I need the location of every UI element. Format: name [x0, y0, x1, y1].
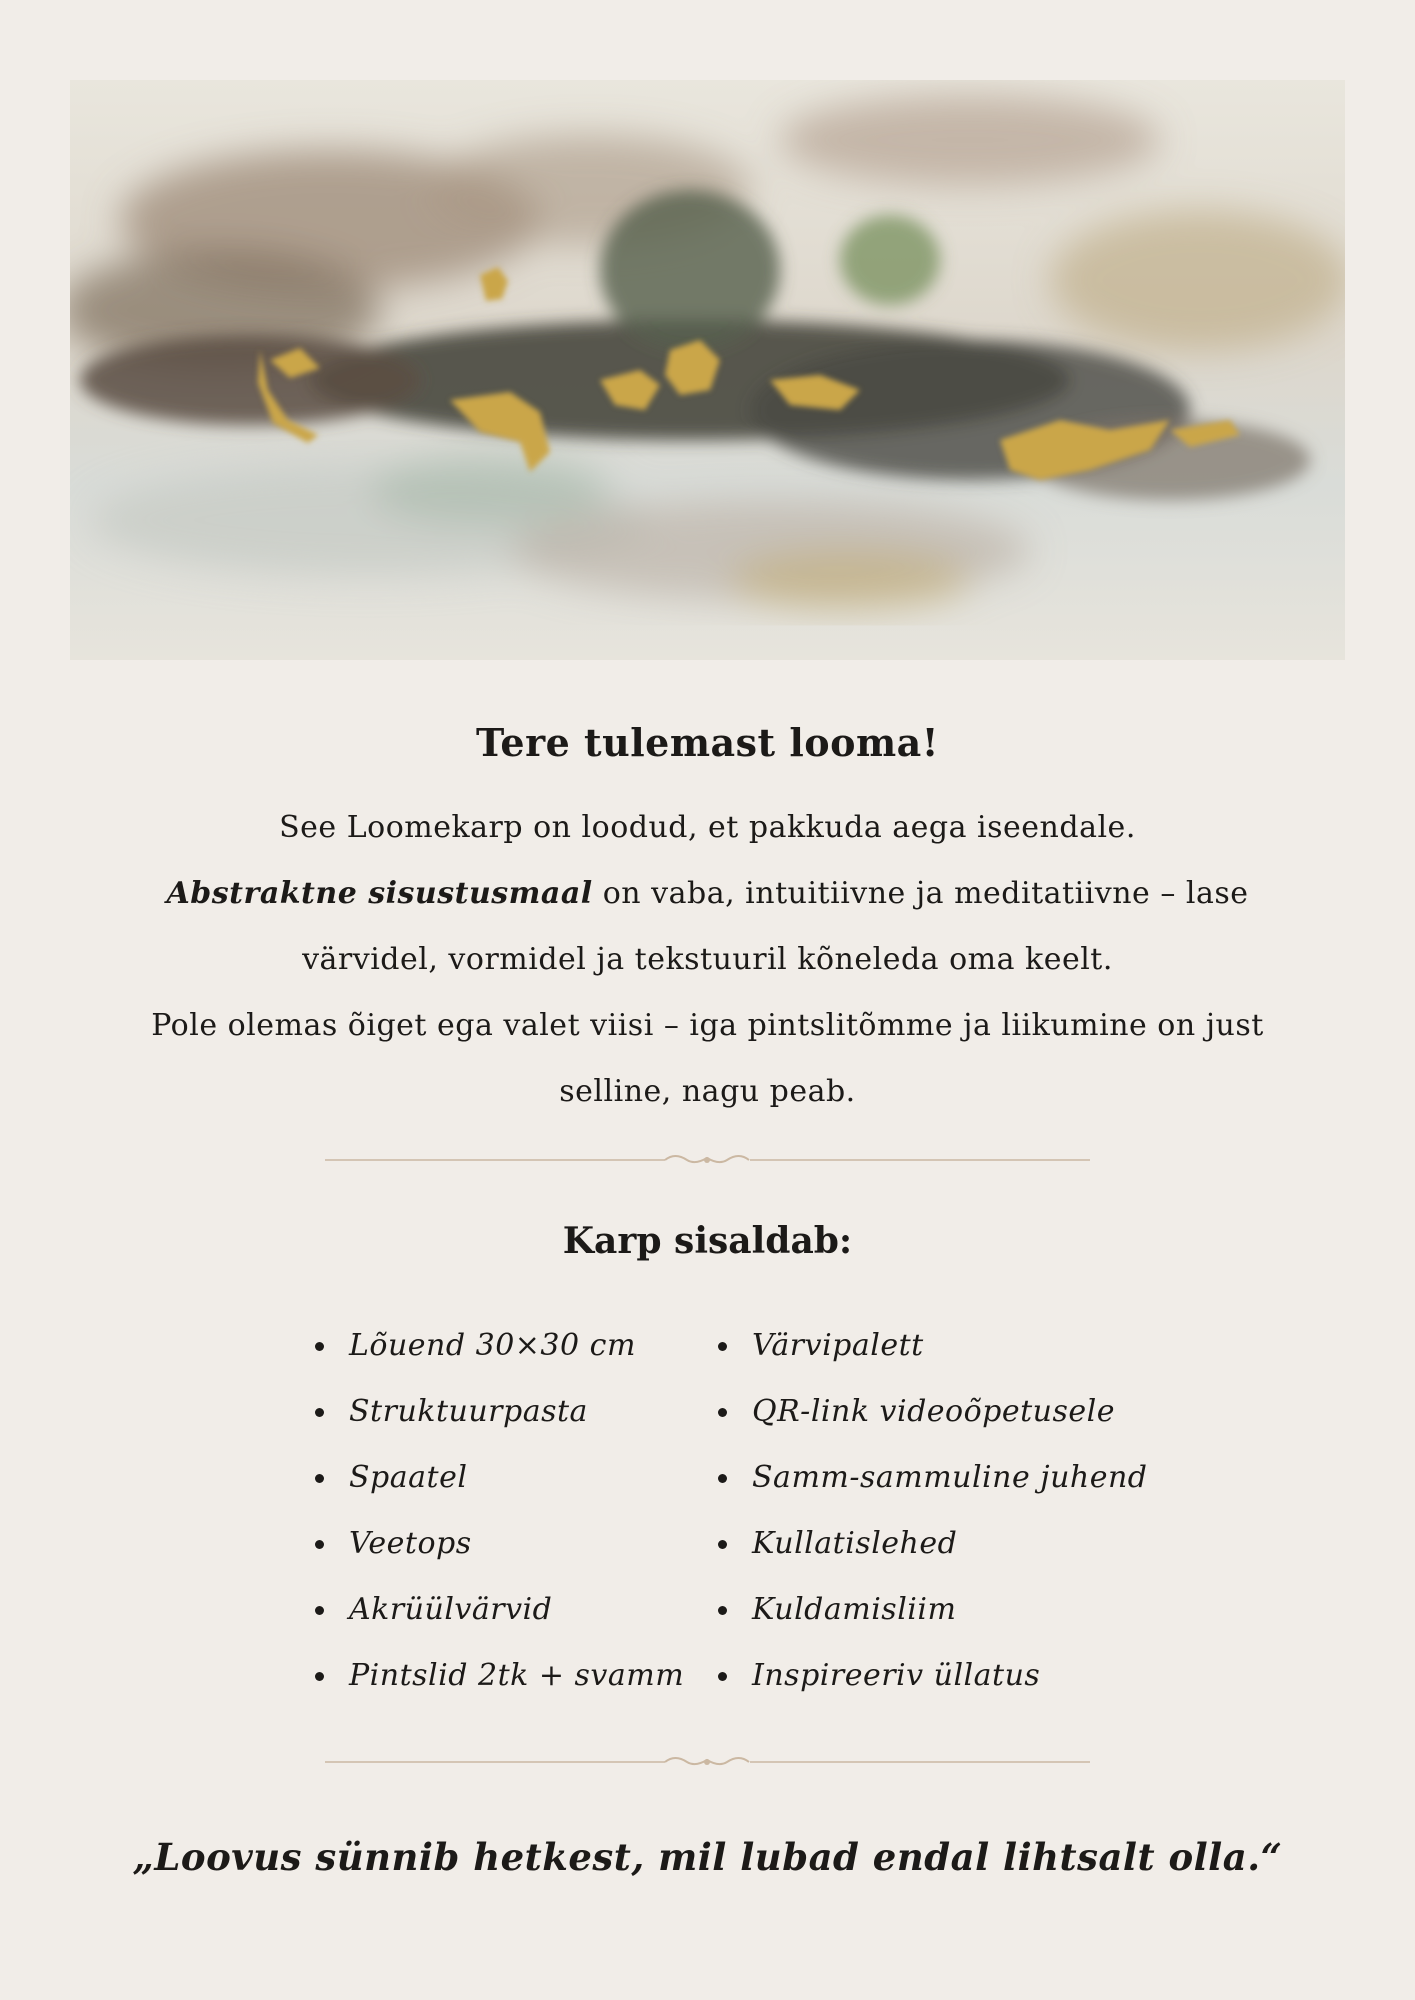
contents-list-item: Värvipalett [718, 1315, 1148, 1381]
contents-list-item: Samm-sammuline juhend [718, 1447, 1148, 1513]
closing-quote: „Loovus sünnib hetkest, mil lubad endal lihtsalt olla.“ [132, 1835, 1283, 1879]
contents-list-item: Lõuend 30×30 cm [315, 1315, 684, 1381]
contents-list-item: Kullatislehed [718, 1513, 1148, 1579]
contents-list-item: Inspireeriv üllatus [718, 1645, 1148, 1711]
contents-list-item: Struktuurpasta [315, 1381, 684, 1447]
intro-lead-emphasis: Abstraktne sisustusmaal [166, 876, 593, 911]
contents-list-item: Spaatel [315, 1447, 684, 1513]
contents-list-item: Akrüülvärvid [315, 1579, 684, 1645]
intro-line-2-rest: on vaba, intuitiivne ja meditatiivne – lase värvidel, vormidel ja tekstuuril kõneleda oma keelt. [302, 876, 1249, 977]
hero-painting-image [70, 80, 1345, 660]
intro-line-1: See Loomekarp on loodud, et pakkuda aega iseendale. [279, 810, 1136, 845]
welcome-text [110, 795, 1305, 1125]
contents-list-item: Kuldamisliim [718, 1579, 1148, 1645]
box-contents-title: Karp sisaldab: [562, 1220, 853, 1262]
contents-list-item: QR-link videoõpetusele [718, 1381, 1148, 1447]
intro-line-2 [110, 861, 1305, 993]
intro-line-3: Pole olemas õiget ega valet viisi – iga pintslitõmme ja liikumine on just selline, nagu peab. [151, 1008, 1264, 1109]
welcome-title: Tere tulemast looma! [476, 720, 939, 765]
contents-list-left [315, 1315, 684, 1711]
ornamental-divider-top [325, 1150, 1090, 1170]
contents-list-item: Pintslid 2tk + svamm [315, 1645, 684, 1711]
contents-list-item: Veetops [315, 1513, 684, 1579]
contents-list-right [718, 1315, 1148, 1711]
ornamental-divider-bottom [325, 1752, 1090, 1772]
